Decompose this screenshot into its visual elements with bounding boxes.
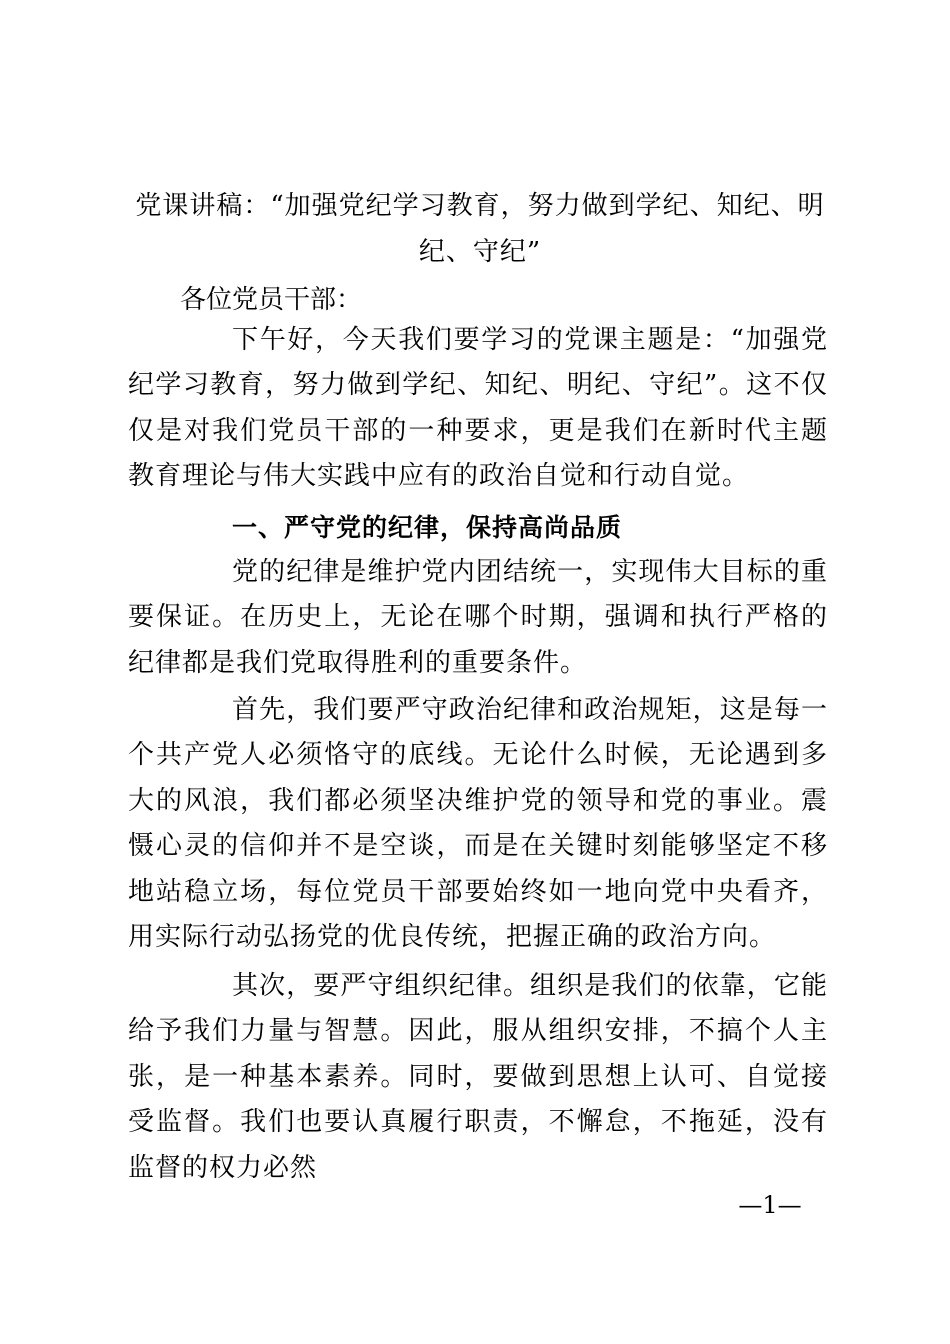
section-heading: 一、严守党的纪律，保持高尚品质: [232, 513, 623, 542]
document-title: 党课讲稿：“加强党纪学习教育，努力做到学纪、知纪、明纪、守纪”: [135, 191, 825, 267]
section1-paragraph-1: 党的纪律是维护党内团结统一，实现伟大目标的重要保证。在历史上，无论在哪个时期，强调和执行严格的纪律都是我们党取得胜利的重要条件。: [128, 557, 828, 678]
intro-paragraph: 下午好，今天我们要学习的党课主题是：“加强党纪学习教育，努力做到学纪、知纪、明纪、守纪”。这不仅仅是对我们党员干部的一种要求，更是我们在新时代主题教育理论与伟大实践中应有的政治自觉和行动自觉。: [128, 325, 828, 492]
salutation: 各位党员干部：: [180, 285, 363, 315]
section1-paragraph-3: 其次，要严守组织纪律。组织是我们的依靠，它能给予我们力量与智慧。因此，服从组织安排，不搞个人主张，是一种基本素养。同时，要做到思想上认可、自觉接受监督。我们也要认真履行职责，不懈怠，不拖延，没有监督的权力必然: [128, 971, 828, 1183]
section1-paragraph-2: 首先，我们要严守政治纪律和政治规矩，这是每一个共产党人必须恪守的底线。无论什么时候，无论遇到多大的风浪，我们都必须坚决维护党的领导和党的事业。震慑心灵的信仰并不是空谈，而是在关键时刻能够坚定不移地站稳立场，每位党员干部要始终如一地向党中央看齐，用实际行动弘扬党的优良传统，把握正确的政治方向。: [128, 695, 828, 953]
page-number: —1—: [738, 1191, 802, 1219]
